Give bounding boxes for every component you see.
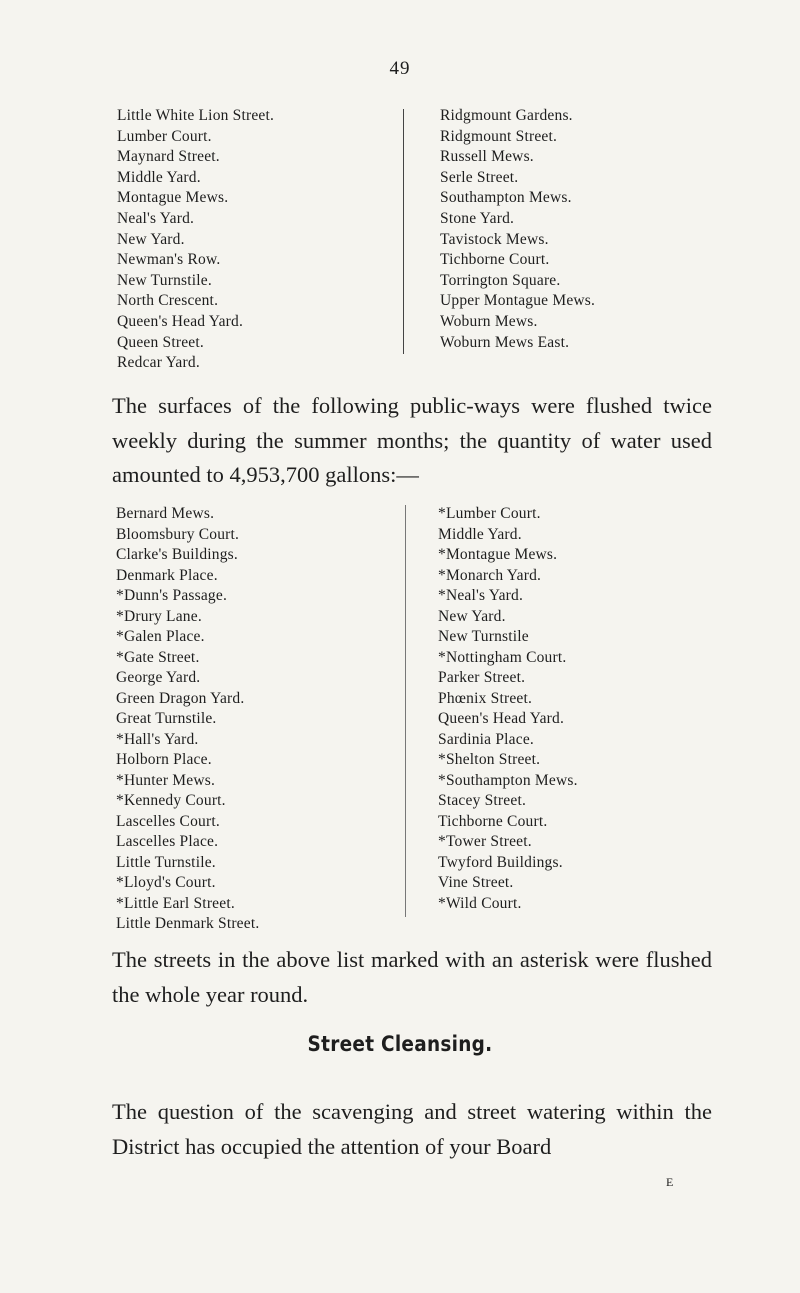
list-item: Torrington Square. [440, 271, 561, 289]
section-heading: Street Cleansing. [307, 1032, 493, 1056]
list-item: Southampton Mews. [440, 189, 572, 207]
list-item: Tavistock Mews. [440, 230, 549, 248]
list-item: *Hunter Mews. [116, 771, 216, 789]
list-item: Parker Street. [438, 669, 526, 686]
list-item: Stone Yard. [440, 210, 515, 227]
list-item: Russell Mews. [440, 148, 534, 166]
list-item: Woburn Mews East. [440, 333, 570, 351]
first-street-list [0, 107, 800, 382]
list-item: Newman's Row. [117, 251, 221, 269]
list-item: *Galen Place. [116, 628, 205, 645]
list-item: Green Dragon Yard. [116, 689, 245, 707]
list-item: *Lumber Court. [438, 505, 541, 522]
column-divider [405, 505, 406, 917]
list-item: *Monarch Yard. [438, 566, 542, 584]
list-item: *Little Earl Street. [116, 894, 235, 912]
list-item: Ridgmount Street. [440, 127, 558, 145]
list-item: *Hall's Yard. [116, 730, 199, 748]
list-item: Redcar Yard. [117, 354, 200, 372]
second-street-list [0, 505, 800, 950]
list-item: Lumber Court. [117, 127, 212, 145]
list-item: Queen Street. [117, 333, 204, 351]
page-number: 49 [389, 58, 411, 79]
list-item: Maynard Street. [117, 148, 220, 166]
list-item: Queen's Head Yard. [117, 313, 244, 330]
list-item: New Yard. [438, 607, 506, 625]
list-item: *Drury Lane. [116, 607, 202, 625]
list-item: *Kennedy Court. [116, 792, 226, 809]
list-item: *Southampton Mews. [438, 771, 578, 789]
list-item: Holborn Place. [116, 751, 212, 768]
list-item: Lascelles Place. [116, 833, 219, 850]
list-item: *Neal's Yard. [438, 587, 524, 604]
list-item: *Wild Court. [438, 894, 522, 912]
list-item: *Dunn's Passage. [116, 587, 228, 604]
column-divider [403, 109, 404, 354]
list-item: North Crescent. [117, 292, 219, 310]
list-item: Phœnix Street. [438, 689, 533, 707]
list-item: Neal's Yard. [117, 210, 195, 227]
list-item: *Lloyd's Court. [116, 874, 216, 891]
list-item: Clarke's Buildings. [116, 546, 238, 563]
list-item: New Yard. [117, 230, 185, 248]
list-item: Denmark Place. [116, 566, 218, 584]
list-item: New Turnstile [438, 628, 529, 645]
list-item: George Yard. [116, 669, 201, 686]
list-item: Queen's Head Yard. [438, 710, 565, 727]
list-item: Ridgmount Gardens. [440, 107, 573, 124]
list-item: Tichborne Court. [438, 812, 548, 830]
list-item: Upper Montague Mews. [440, 292, 596, 310]
list-item: Bloomsbury Court. [116, 525, 240, 543]
list-item: Sardinia Place. [438, 730, 534, 748]
list-item: *Tower Street. [438, 833, 532, 850]
list-item: Montague Mews. [117, 189, 229, 207]
flushing-paragraph: The surfaces of the following public-ways were flushed twice weekly during the summer months; the quantity of water used amounted to 4,953,700 gallons:— [112, 393, 712, 487]
list-item: Twyford Buildings. [438, 853, 563, 871]
list-item: Vine Street. [438, 874, 514, 891]
list-item: Little Denmark Street. [116, 915, 260, 932]
list-item: Stacey Street. [438, 792, 527, 809]
signature-mark: E [666, 1175, 674, 1189]
list-item: New Turnstile. [117, 271, 212, 289]
list-item: *Shelton Street. [438, 751, 541, 768]
list-item: Bernard Mews. [116, 505, 215, 522]
list-item: Little Turnstile. [116, 853, 216, 871]
list-item: Middle Yard. [117, 168, 201, 186]
street-cleansing-paragraph: The question of the scavenging and street watering within the District has occupied the attention of your Board [112, 1099, 712, 1159]
list-item: Middle Yard. [438, 525, 522, 543]
list-item: *Nottingham Court. [438, 648, 567, 666]
list-item: Lascelles Court. [116, 812, 220, 830]
list-item: Serle Street. [440, 168, 519, 186]
list-item: Great Turnstile. [116, 710, 217, 727]
list-item: Woburn Mews. [440, 313, 538, 330]
list-item: *Gate Street. [116, 648, 200, 666]
list-item: *Montague Mews. [438, 546, 558, 563]
list-item: Tichborne Court. [440, 251, 550, 269]
asterisk-note-paragraph: The streets in the above list marked with an asterisk were flushed the whole year round. [112, 947, 712, 1007]
list-item: Little White Lion Street. [117, 107, 275, 124]
